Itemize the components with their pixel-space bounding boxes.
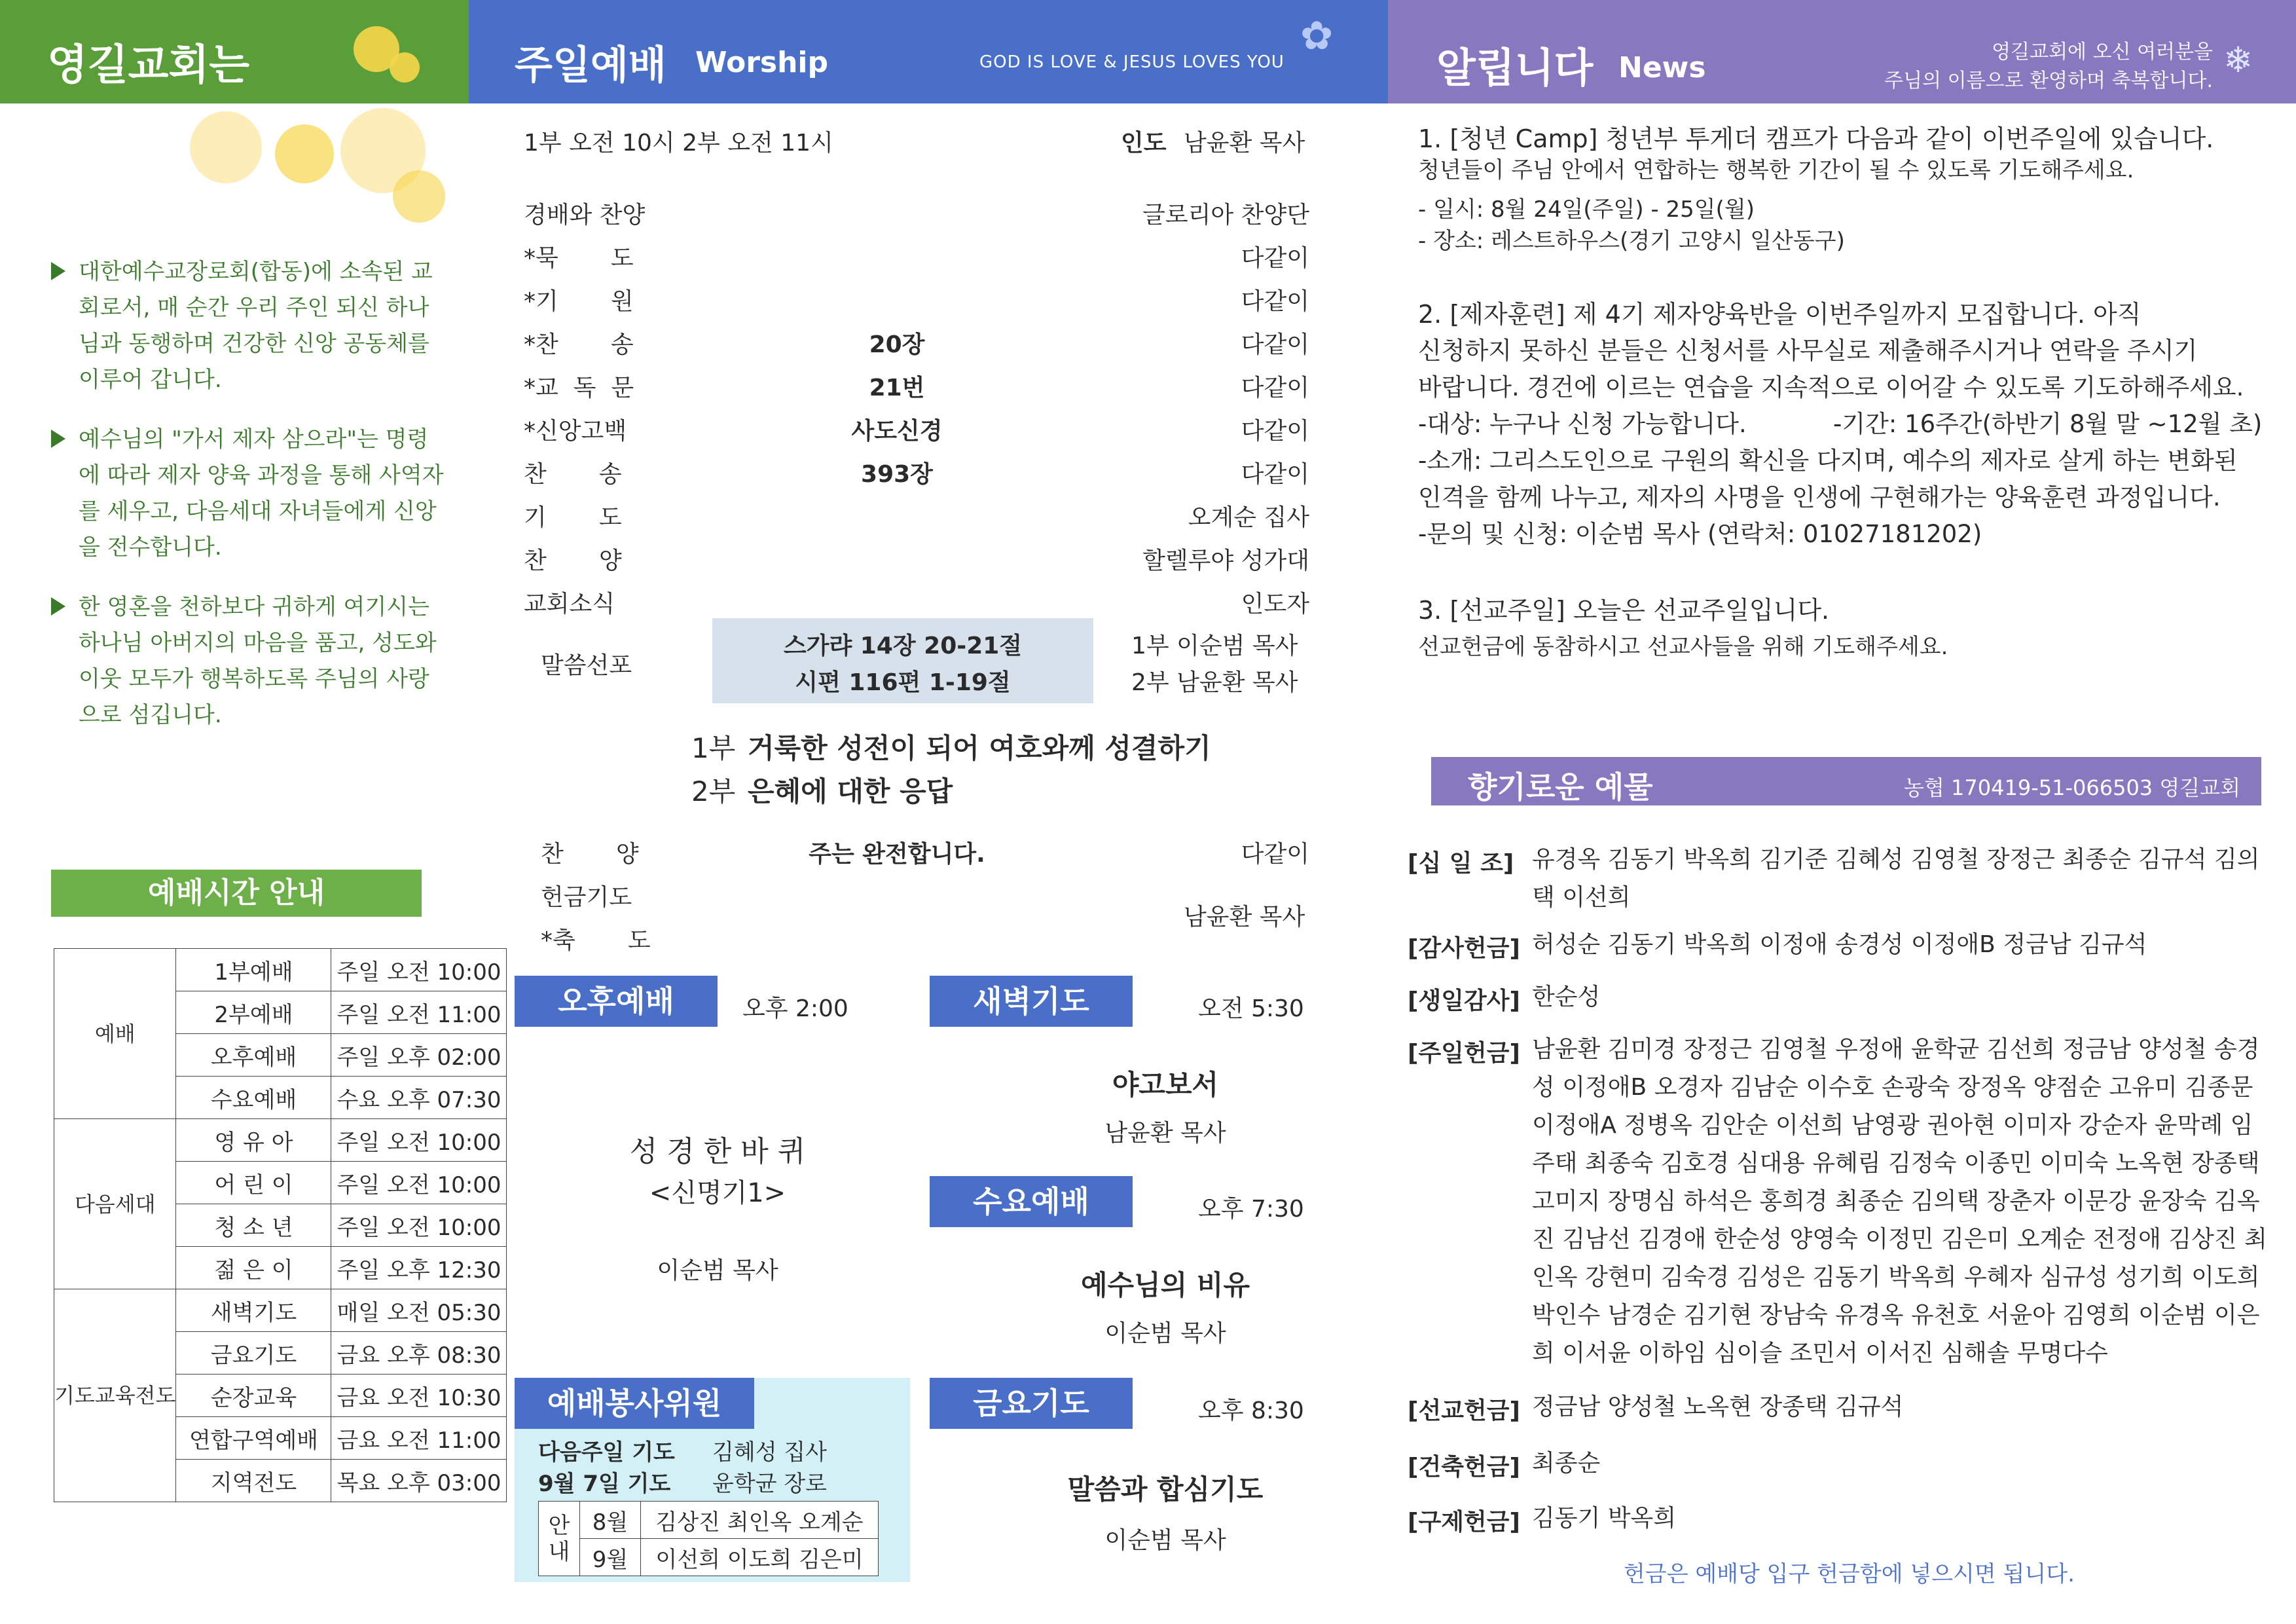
afternoon-label: 오후예배 xyxy=(515,976,718,1027)
order-leader: 다같이 xyxy=(1241,841,1309,868)
schedule-time: 주일 오전 10:00 xyxy=(331,1119,507,1162)
schedule-time: 주일 오후 12:30 xyxy=(331,1247,507,1289)
news-2-line-2: 신청하지 못하신 분들은 신청서를 사무실로 제출해주시거나 연락을 주시기 xyxy=(1418,337,2198,365)
usher-names: 김상진 최인옥 오계순 xyxy=(641,1502,879,1539)
order-leader: 다같이 xyxy=(1241,461,1309,488)
news-1-title: 1. [청년 Camp] 청년부 투게더 캠프가 다음과 같이 이번주일에 있습니다. xyxy=(1418,124,2214,153)
usher-guide-label: 안내 xyxy=(539,1502,580,1576)
news-2-line-1: 2. [제자훈련] 제 4기 제자양육반을 이번주일까지 모집합니다. 아직 xyxy=(1418,300,2141,329)
schedule-name: 어 린 이 xyxy=(176,1162,331,1204)
friday-label: 금요기도 xyxy=(930,1378,1133,1429)
offering-category: [주일헌금] xyxy=(1408,1040,1521,1067)
schedule-name: 수요예배 xyxy=(176,1077,331,1119)
schedule-time: 금요 오후 08:30 xyxy=(331,1332,507,1375)
sept-prayer-label: 9월 7일 기도 xyxy=(538,1471,671,1497)
offering-header-bar xyxy=(1431,757,2261,805)
greeting-line-1: 영길교회에 오신 여러분을 xyxy=(1992,41,2213,64)
friday-title: 말씀과 합심기도 xyxy=(1067,1473,1264,1505)
schedule-title: 예배시간 안내 xyxy=(51,870,422,917)
schedule-name: 금요기도 xyxy=(176,1332,331,1375)
afternoon-speaker: 이순범 목사 xyxy=(657,1257,778,1284)
order-item: 교회소식 xyxy=(524,591,615,618)
order-leader: 다같이 xyxy=(1241,245,1309,272)
schedule-time: 주일 오후 02:00 xyxy=(331,1034,507,1077)
order-leader: 오계순 집사 xyxy=(1188,504,1309,531)
dawn-title: 야고보서 xyxy=(1112,1069,1219,1101)
intro-paragraph-3: 한 영혼을 천하보다 귀하게 여기시는 하나님 아버지의 마음을 품고, 성도와 이웃 모두가 행복하도록 주님의 사랑으로 섬깁니다. xyxy=(79,594,437,728)
schedule-group-prayer: 기도교육전도 xyxy=(54,1289,176,1502)
schedule-time: 주일 오전 10:00 xyxy=(331,1162,507,1204)
order-leader: 할렐루야 성가대 xyxy=(1142,547,1309,574)
order-detail: 주는 완전합니다. xyxy=(809,841,985,868)
dawn-time: 오전 5:30 xyxy=(1198,995,1304,1022)
schedule-name: 오후예배 xyxy=(176,1034,331,1077)
news-1-line-4: - 장소: 레스트하우스(경기 고양시 일산동구) xyxy=(1418,228,1845,254)
schedule-table xyxy=(54,948,507,1502)
offering-category: [구제헌금] xyxy=(1408,1509,1521,1536)
left-header xyxy=(0,0,469,103)
offering-names: 유경옥 김동기 박옥희 김기준 김혜성 김영철 장정근 최종순 김규석 김의택 이선희 xyxy=(1532,846,2260,911)
dawn-speaker: 남윤환 목사 xyxy=(1104,1120,1226,1147)
order-detail: 사도신경 xyxy=(851,418,943,445)
schedule-time: 수요 오후 07:30 xyxy=(331,1077,507,1119)
order-item: *축 도 xyxy=(541,927,651,954)
usher-month: 8월 xyxy=(580,1502,641,1539)
order-item: *기 원 xyxy=(524,288,634,315)
scripture-box xyxy=(712,618,1093,703)
wednesday-speaker: 이순범 목사 xyxy=(1104,1320,1226,1347)
intro-paragraph-1: 대한예수교장로회(합동)에 소속된 교회로서, 매 순간 우리 주인 되신 하나님과 동행하며 건강한 신앙 공동체를 이루어 갑니다. xyxy=(79,259,433,393)
offering-category: [선교헌금] xyxy=(1408,1397,1521,1424)
schedule-name: 순장교육 xyxy=(176,1375,331,1417)
sermon-title-1-prefix: 1부 xyxy=(691,732,736,764)
offering-footer: 헌금은 예배당 입구 헌금함에 넣으시면 됩니다. xyxy=(1624,1561,2075,1587)
news-2-period: -기간: 16주간(하반기 8월 말 ~12월 초) xyxy=(1833,410,2263,438)
right-header-title: 알립니다 xyxy=(1436,44,1594,92)
schedule-name: 연합구역예배 xyxy=(176,1417,331,1460)
offering-category: [생일감사] xyxy=(1408,987,1521,1014)
friday-speaker: 이순범 목사 xyxy=(1104,1527,1226,1554)
order-detail: 20장 xyxy=(869,331,925,358)
sermon-title-2: 은혜에 대한 응답 xyxy=(748,775,953,807)
bullet-triangle-icon xyxy=(51,597,65,616)
news-2-intro-2: 인격을 함께 나누고, 제자의 사명을 인생에 구현해가는 양육훈련 과정입니다. xyxy=(1418,483,2221,511)
news-1-line-2: 청년들이 주님 안에서 연합하는 행복한 기간이 될 수 있도록 기도해주세요. xyxy=(1418,157,2134,183)
order-detail: 393장 xyxy=(861,461,933,488)
preacher-1: 1부 이순범 목사 xyxy=(1131,633,1298,659)
middle-header-tag: GOD IS LOVE & JESUS LOVES YOU xyxy=(979,52,1285,72)
order-item: 경배와 찬양 xyxy=(524,202,646,229)
schedule-name: 1부예배 xyxy=(176,949,331,991)
offering-category: [십 일 조] xyxy=(1408,850,1514,877)
offering-category: [감사헌금] xyxy=(1408,935,1521,962)
schedule-name: 새벽기도 xyxy=(176,1289,331,1332)
schedule-group-worship: 예배 xyxy=(54,949,176,1119)
order-leader: 다같이 xyxy=(1241,375,1309,401)
usher-names: 이선희 이도희 김은미 xyxy=(641,1539,879,1576)
greeting-line-2: 주님의 이름으로 환영하며 축복합니다. xyxy=(1884,69,2213,92)
order-item: 기 도 xyxy=(524,504,622,531)
scripture-2: 시편 116편 1-19절 xyxy=(795,669,1011,696)
middle-header xyxy=(469,0,1388,103)
benediction-speaker: 남윤환 목사 xyxy=(1184,904,1305,931)
order-item: *신앙고백 xyxy=(524,418,627,445)
bullet-triangle-icon xyxy=(51,430,65,448)
schedule-name: 지역전도 xyxy=(176,1460,331,1502)
intro-paragraph-2: 예수님의 "가서 제자 삼으라"는 명령에 따라 제자 양육 과정을 통해 사역자를 세우고, 다음세대 자녀들에게 신앙을 전수합니다. xyxy=(79,426,444,561)
offering-names: 허성순 김동기 박옥희 이정애 송경성 이정애B 정금남 김규석 xyxy=(1532,931,2147,958)
order-item: *찬 송 xyxy=(524,331,634,358)
flower-icon: ✿ xyxy=(1300,13,1334,59)
offering-title: 향기로운 예물 xyxy=(1468,769,1653,805)
order-leader: 다같이 xyxy=(1241,331,1309,358)
left-header-title: 영길교회는 xyxy=(47,41,250,90)
schedule-name: 2부예배 xyxy=(176,991,331,1034)
wednesday-time: 오후 7:30 xyxy=(1198,1196,1304,1223)
order-detail: 21번 xyxy=(869,375,925,401)
right-header xyxy=(1388,0,2296,103)
offering-names: 김동기 박옥희 xyxy=(1532,1505,1677,1532)
scripture-1: 스가랴 14장 20-21절 xyxy=(783,633,1023,659)
news-3-line-2: 선교헌금에 동참하시고 선교사들을 위해 기도해주세요. xyxy=(1418,634,1948,660)
afternoon-title: 성 경 한 바 퀴 xyxy=(629,1135,806,1168)
next-prayer-name: 김혜성 집사 xyxy=(712,1439,828,1466)
servers-label: 예배봉사위원 xyxy=(515,1378,754,1429)
afternoon-sub: <신명기1> xyxy=(649,1178,786,1208)
snowflake-icon: ❄ xyxy=(2223,39,2253,81)
bullet-triangle-icon xyxy=(51,262,65,280)
bank-account: 농협 170419-51-066503 영길교회 xyxy=(1904,775,2240,800)
schedule-time: 주일 오전 11:00 xyxy=(331,991,507,1034)
schedule-name: 젊 은 이 xyxy=(176,1247,331,1289)
schedule-time: 목요 오후 03:00 xyxy=(331,1460,507,1502)
friday-time: 오후 8:30 xyxy=(1198,1397,1304,1424)
leader-label: 인도 xyxy=(1121,130,1167,157)
order-leader: 다같이 xyxy=(1241,418,1309,445)
worship-times: 1부 오전 10시 2부 오전 11시 xyxy=(524,130,833,157)
schedule-group-next-gen: 다음세대 xyxy=(54,1119,176,1289)
schedule-time: 금요 오전 10:30 xyxy=(331,1375,507,1417)
afternoon-time: 오후 2:00 xyxy=(742,995,848,1022)
middle-header-sub: Worship xyxy=(695,46,828,79)
schedule-time: 금요 오전 11:00 xyxy=(331,1417,507,1460)
offering-names: 남윤환 김미경 장정근 김영철 우정애 윤학균 김선희 정금남 양성철 송경성 이정애B 오경자 김남순 이수호 손광숙 장정옥 양점순 고유미 김종문 이정애A 정병옥 김안순 이선희 남영광 권아현 이미자 강순자 윤막례 임주태 최종숙 김호경 심대용 유혜림 김정숙 이종민 이미숙 노옥현 장종택 고미지 장명심 하석은 홍희경 최종순 김의택 장춘자 이문강 윤장숙 김옥진 김남선 김경애 한순성 양영숙 이정민 김은미 오계순 전정애 김상진 최인옥 강현미 김숙경 김성은 김동기 박옥희 우혜자 심규성 성기희 이도희 박인수 남경순 김기현 장남숙 유경옥 유천호 서윤아 김영희 이순범 이은희 이서윤 이하임 심이슬 조민서 이서진 심해솔 무명다수 xyxy=(1532,1036,2267,1367)
usher-month: 9월 xyxy=(580,1539,641,1576)
schedule-time: 매일 오전 05:30 xyxy=(331,1289,507,1332)
wednesday-title: 예수님의 비유 xyxy=(1080,1269,1250,1301)
offering-names: 정금남 양성철 노옥현 장종택 김규석 xyxy=(1532,1393,1904,1420)
news-3-line-1: 3. [선교주일] 오늘은 선교주일입니다. xyxy=(1418,596,1830,625)
flower-decoration xyxy=(275,124,334,183)
schedule-name: 청 소 년 xyxy=(176,1204,331,1247)
next-prayer-label: 다음주일 기도 xyxy=(538,1439,675,1466)
preacher-2: 2부 남윤환 목사 xyxy=(1131,669,1298,696)
sermon-label: 말씀선포 xyxy=(541,652,632,679)
news-2-target: -대상: 누구나 신청 가능합니다. xyxy=(1418,410,1747,438)
middle-header-title: 주일예배 xyxy=(515,43,666,88)
order-item: 찬 송 xyxy=(524,461,622,488)
order-item: *교 독 문 xyxy=(524,375,634,401)
schedule-name: 영 유 아 xyxy=(176,1119,331,1162)
offering-names: 한순성 xyxy=(1532,984,1601,1010)
order-leader: 다같이 xyxy=(1241,288,1309,315)
sept-prayer-name: 윤학균 장로 xyxy=(712,1471,828,1497)
order-item: 찬 양 xyxy=(541,841,639,868)
dawn-label: 새벽기도 xyxy=(930,976,1133,1027)
order-leader: 인도자 xyxy=(1241,591,1309,618)
order-leader: 글로리아 찬양단 xyxy=(1142,202,1309,229)
wednesday-label: 수요예배 xyxy=(930,1176,1133,1227)
offering-names: 최종순 xyxy=(1532,1450,1601,1477)
order-item: 헌금기도 xyxy=(541,884,632,911)
offering-category: [건축헌금] xyxy=(1408,1454,1521,1481)
flower-decoration xyxy=(190,111,262,183)
usher-table xyxy=(538,1501,879,1576)
flower-icon xyxy=(390,52,420,83)
schedule-time: 주일 오전 10:00 xyxy=(331,949,507,991)
order-item: 찬 양 xyxy=(524,547,622,574)
flower-decoration xyxy=(393,170,445,223)
sermon-title-1: 거룩한 성전이 되어 여호와께 성결하기 xyxy=(748,732,1211,764)
order-item: *묵 도 xyxy=(524,245,634,272)
news-2-intro-1: -소개: 그리스도인으로 구원의 확신을 다지며, 예수의 제자로 살게 하는 변화된 xyxy=(1418,447,2238,475)
news-1-line-3: - 일시: 8월 24일(주일) - 25일(월) xyxy=(1418,196,1755,223)
right-header-sub: News xyxy=(1618,51,1706,84)
sermon-title-2-prefix: 2부 xyxy=(691,775,736,807)
news-2-contact: -문의 및 신청: 이순범 목사 (연락처: 01027181202) xyxy=(1418,520,1982,548)
leader-name: 남윤환 목사 xyxy=(1184,130,1305,157)
schedule-time: 주일 오전 10:00 xyxy=(331,1204,507,1247)
news-2-line-3: 바랍니다. 경건에 이르는 연습을 지속적으로 이어갈 수 있도록 기도하해주세요. xyxy=(1418,373,2244,401)
